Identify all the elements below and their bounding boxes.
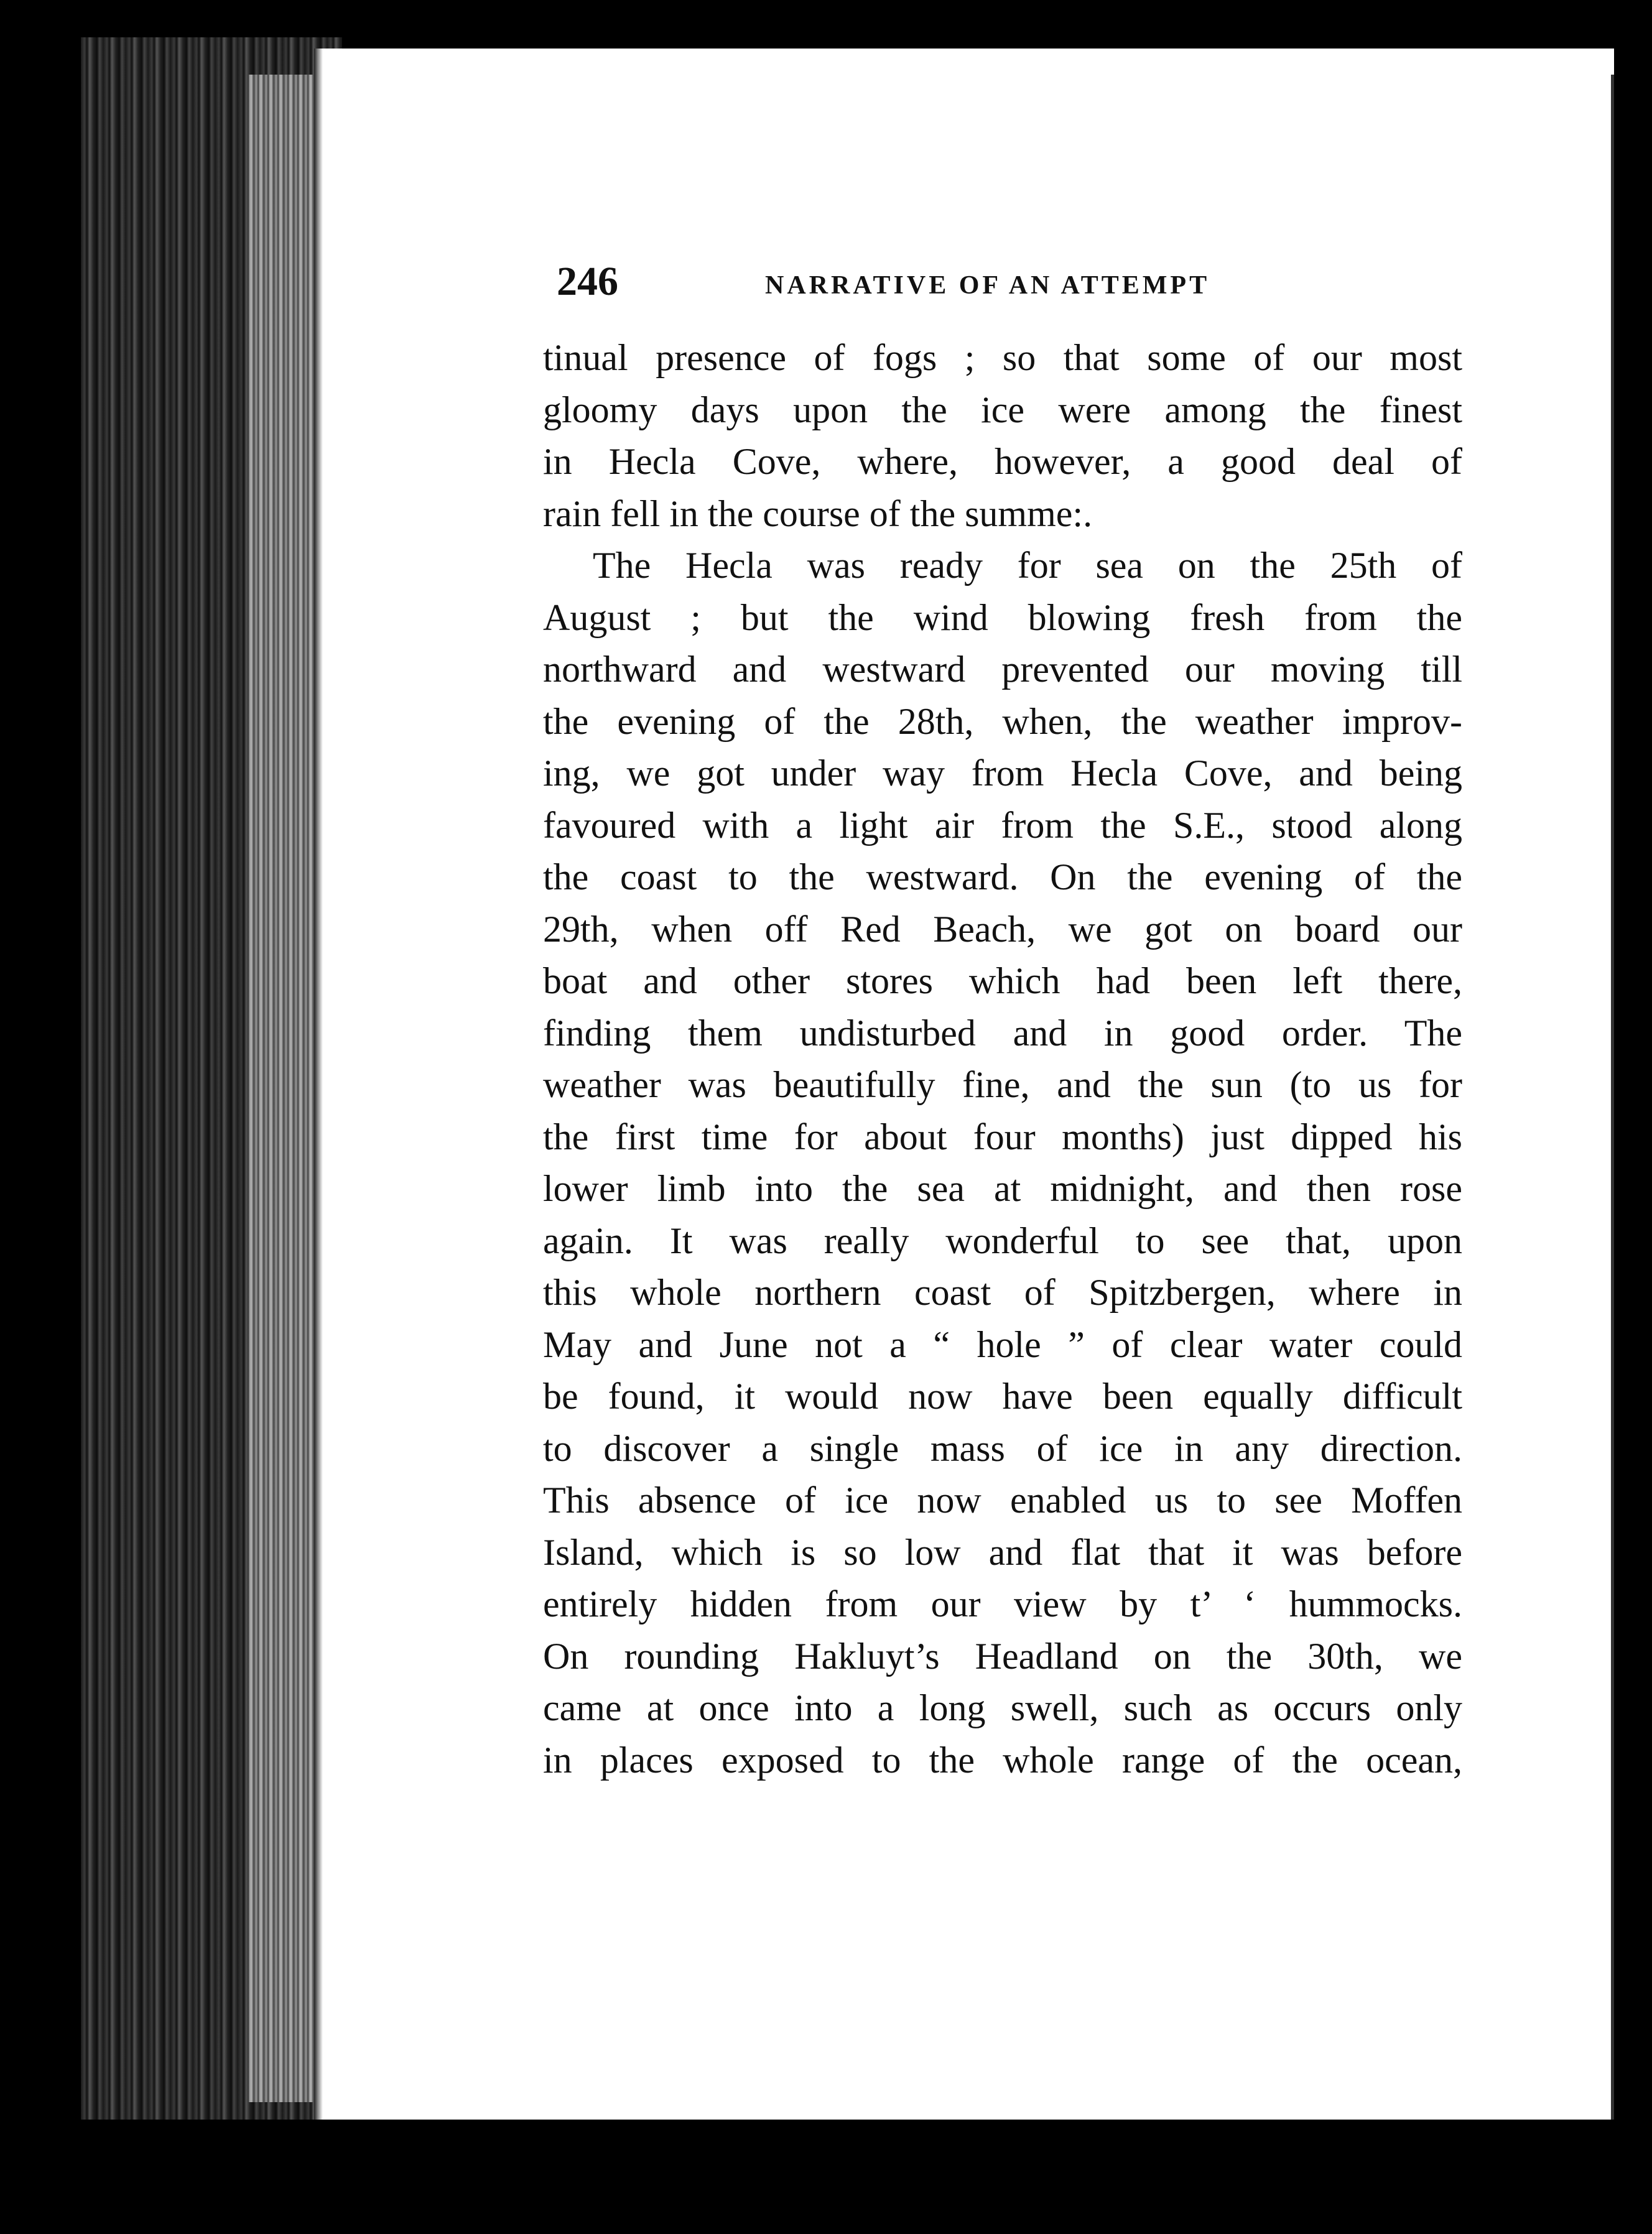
text-line: the evening of the 28th, when, the weather improv- (543, 700, 1462, 742)
text-line: favoured with a light air from the S.E., stood along (543, 804, 1462, 846)
text-line: finding them undisturbed and in good order. The (543, 1012, 1462, 1054)
scan-right-border (1614, 37, 1652, 2164)
page-number: 246 (557, 259, 618, 304)
text-line: ing, we got under way from Hecla Cove, and being (543, 753, 1462, 794)
text-line: in Hecla Cove, where, however, a good deal of (543, 441, 1462, 482)
text-line: northward and westward prevented our moving till (543, 649, 1462, 690)
text-line: the first time for about four months) just dipped his (543, 1116, 1462, 1157)
text-line: lower limb into the sea at midnight, and then rose (543, 1168, 1462, 1209)
text-line: the coast to the westward. On the evening of the (543, 856, 1462, 897)
text-line: August ; but the wind blowing fresh from the (543, 596, 1462, 638)
text-line: in places exposed to the whole range of the ocean, (543, 1739, 1462, 1781)
text-line: gloomy days upon the ice were among the finest (543, 389, 1462, 430)
text-line: weather was beautifully fine, and the sun (to us for (543, 1064, 1462, 1105)
scan-bottom-border (0, 2120, 1652, 2234)
page-left-border (314, 49, 323, 2120)
text-line: 29th, when off Red Beach, we got on board our (543, 908, 1462, 950)
text-line: to discover a single mass of ice in any direction. (543, 1427, 1462, 1469)
text-line: be found, it would now have been equally difficult (543, 1376, 1462, 1417)
paragraph-first-line: The Hecla was ready for sea on the 25th of (593, 545, 1462, 586)
text-line: again. It was really wonderful to see that, upon (543, 1220, 1462, 1261)
running-title: NARRATIVE OF AN ATTEMPT (765, 271, 1210, 300)
text-line: May and June not a “ hole ” of clear water could (543, 1323, 1462, 1365)
text-line: came at once into a long swell, such as occurs only (543, 1687, 1462, 1728)
text-line: tinual presence of fogs ; so that some of our most (543, 337, 1462, 378)
text-line: This absence of ice now enabled us to see Moffen (543, 1480, 1462, 1521)
text-line: boat and other stores which had been left there, (543, 960, 1462, 1001)
text-line: On rounding Hakluyt’s Headland on the 30th, we (543, 1635, 1462, 1677)
running-head (557, 258, 1294, 314)
text-line: entirely hidden from our view by t’ ‘ hummocks. (543, 1583, 1462, 1625)
text-line: Island, which is so low and flat that it was before (543, 1531, 1462, 1573)
body-text (543, 332, 1462, 1786)
book-gutter (249, 75, 323, 2102)
text-line: this whole northern coast of Spitzbergen, where in (543, 1272, 1462, 1313)
text-line: rain fell in the course of the summe:. (543, 493, 1093, 534)
